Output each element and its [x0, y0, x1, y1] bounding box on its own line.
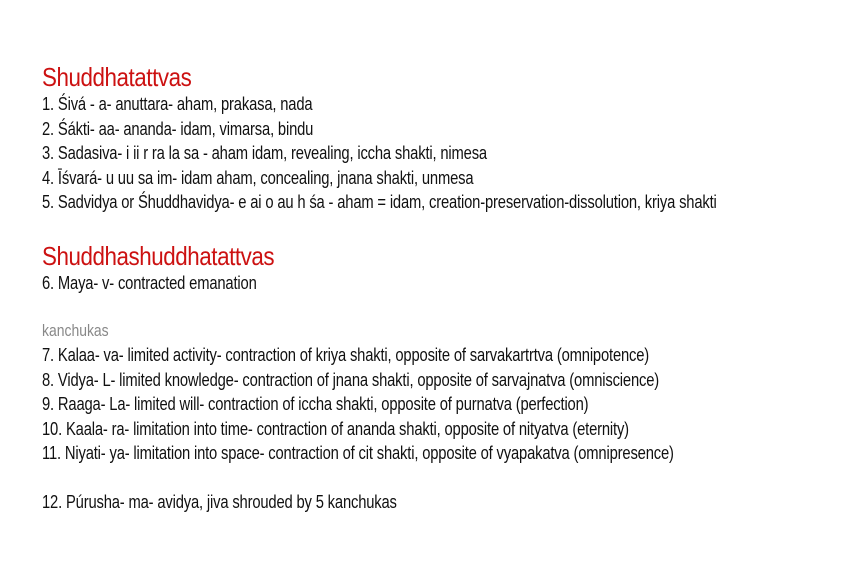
- spacer: [42, 466, 842, 490]
- document: [42, 62, 842, 514]
- tattva-line-1: 1. Śivá - a- anuttara- aham, prakasa, nada: [42, 94, 313, 114]
- tattva-line-4: 4. Īśvará- u uu sa im- idam aham, concealing, jnana shakti, unmesa: [42, 167, 474, 188]
- tattva-line-8: 8. Vidya- L- limited knowledge- contraction of jnana shakti, opposite of sarvajnatva (omniscience): [42, 369, 660, 390]
- tattva-line-6: 6. Maya- v- contracted emanation: [42, 272, 257, 293]
- tattva-line-3: 3. Sadasiva- i ii r ra la sa - aham idam, revealing, iccha shakti, nimesa: [42, 143, 487, 163]
- tattva-line-5: 5. Sadvidya or Śhuddhavidya- e ai o au h śa - aham = idam, creation-preservation-dissolution, kriya shakti: [42, 192, 717, 212]
- tattva-line-2: 2. Śákti- aa- ananda- idam, vimarsa, bindu: [42, 118, 314, 139]
- tattva-line-11: 11. Niyati- ya- limitation into space- contraction of cit shakti, opposite of vyapakatva (omnipresence): [42, 443, 674, 463]
- tattva-line-10: 10. Kaala- ra- limitation into time- contraction of ananda shakti, opposite of nityatva (eternity): [42, 418, 629, 439]
- tattva-line-12: 12. Púrusha- ma- avidya, jiva shrouded by 5 kanchukas: [42, 491, 397, 512]
- heading-shuddhashuddhatattvas: Shuddhashuddhatattvas: [42, 240, 275, 271]
- tattva-line-7: 7. Kalaa- va- limited activity- contraction of kriya shakti, opposite of sarvakartrtva (omnipotence): [42, 345, 650, 365]
- spacer: [42, 295, 842, 319]
- heading-shuddhatattvas: Shuddhatattvas: [42, 62, 192, 92]
- subheading-kanchukas: kanchukas: [42, 321, 109, 340]
- spacer: [42, 215, 842, 241]
- tattva-line-9: 9. Raaga- La- limited will- contraction of iccha shakti, opposite of purnatva (perfection): [42, 394, 589, 414]
